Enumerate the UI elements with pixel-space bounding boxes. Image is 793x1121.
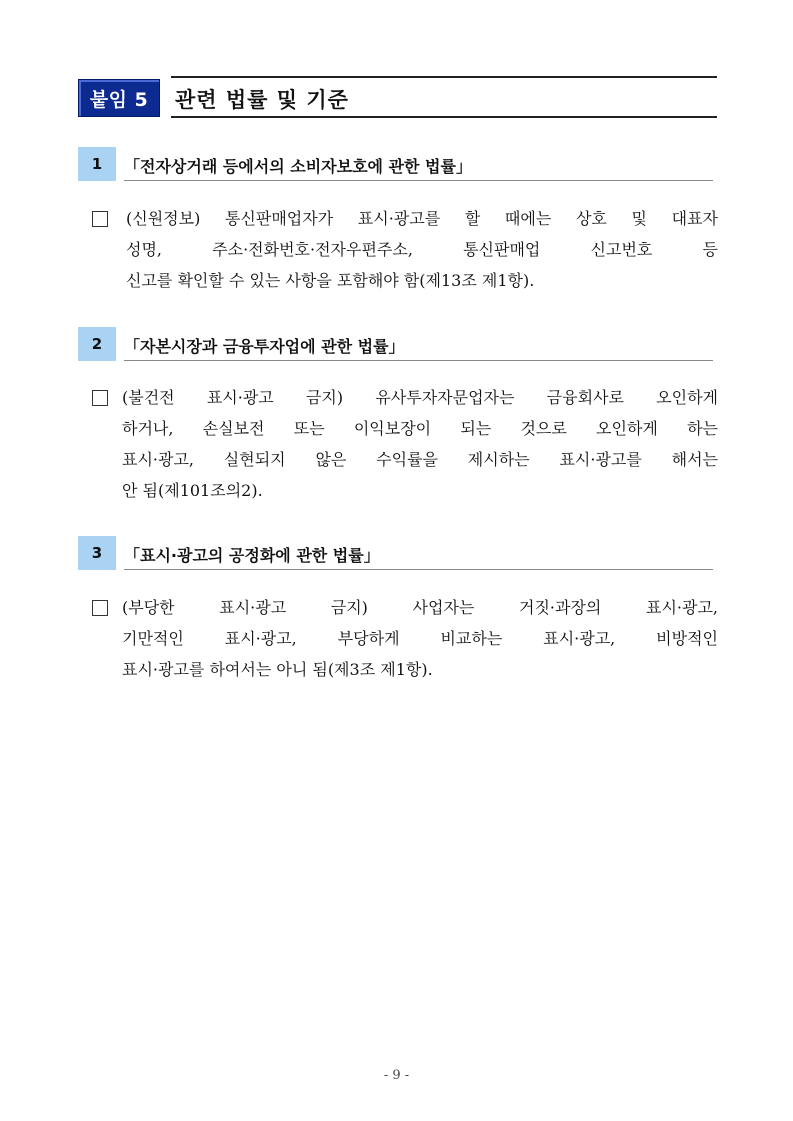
section-1-heading <box>78 147 713 181</box>
item-text <box>122 592 718 685</box>
checkbox-bullet-icon <box>92 600 108 616</box>
item-line: (신원정보) 통신판매업자가 표시·광고를 할 때에는 상호 및 대표자 <box>126 209 718 228</box>
item-line: 성명, 주소·전화번호·전자우편주소, 통신판매업 신고번호 등 <box>126 240 718 259</box>
chapter-badge: 붙임 5 <box>78 79 160 117</box>
section-2-heading <box>78 327 713 361</box>
item-line: (부당한 표시·광고 금지) 사업자는 거짓·과장의 표시·광고, <box>122 598 718 617</box>
chapter-header <box>78 76 717 116</box>
section-rule <box>124 569 713 570</box>
item-line: (불건전 표시·광고 금지) 유사투자자문업자는 금융회사로 오인하게 <box>122 388 718 407</box>
item-text <box>126 203 718 296</box>
section-number: 3 <box>78 536 116 570</box>
item-line: 하거나, 손실보전 또는 이익보장이 되는 것으로 오인하게 하는 <box>122 419 718 438</box>
page-number: - 9 - <box>383 1068 410 1083</box>
item-text <box>122 382 718 506</box>
checkbox-bullet-icon <box>92 211 108 227</box>
chapter-title-box <box>171 76 717 118</box>
section-number: 2 <box>78 327 116 361</box>
section-number: 1 <box>78 147 116 181</box>
section-rule <box>124 180 713 181</box>
chapter-title: 관련 법률 및 기준 <box>175 88 349 112</box>
item-line: 신고를 확인할 수 있는 사항을 포함해야 함(제13조 제1항). <box>126 271 535 290</box>
item-line: 기만적인 표시·광고, 부당하게 비교하는 표시·광고, 비방적인 <box>122 629 718 648</box>
item-line: 표시·광고, 실현되지 않은 수익률을 제시하는 표시·광고를 해서는 <box>122 450 718 469</box>
section-title: 「전자상거래 등에서의 소비자보호에 관한 법률」 <box>124 157 472 176</box>
checkbox-bullet-icon <box>92 390 108 406</box>
section-title: 「표시·광고의 공정화에 관한 법률」 <box>124 546 380 565</box>
section-rule <box>124 360 713 361</box>
section-3-heading <box>78 536 713 570</box>
section-title: 「자본시장과 금융투자업에 관한 법률」 <box>124 337 405 356</box>
item-line: 표시·광고를 하여서는 아니 됨(제3조 제1항). <box>122 660 433 679</box>
item-line: 안 됨(제101조의2). <box>122 481 263 500</box>
